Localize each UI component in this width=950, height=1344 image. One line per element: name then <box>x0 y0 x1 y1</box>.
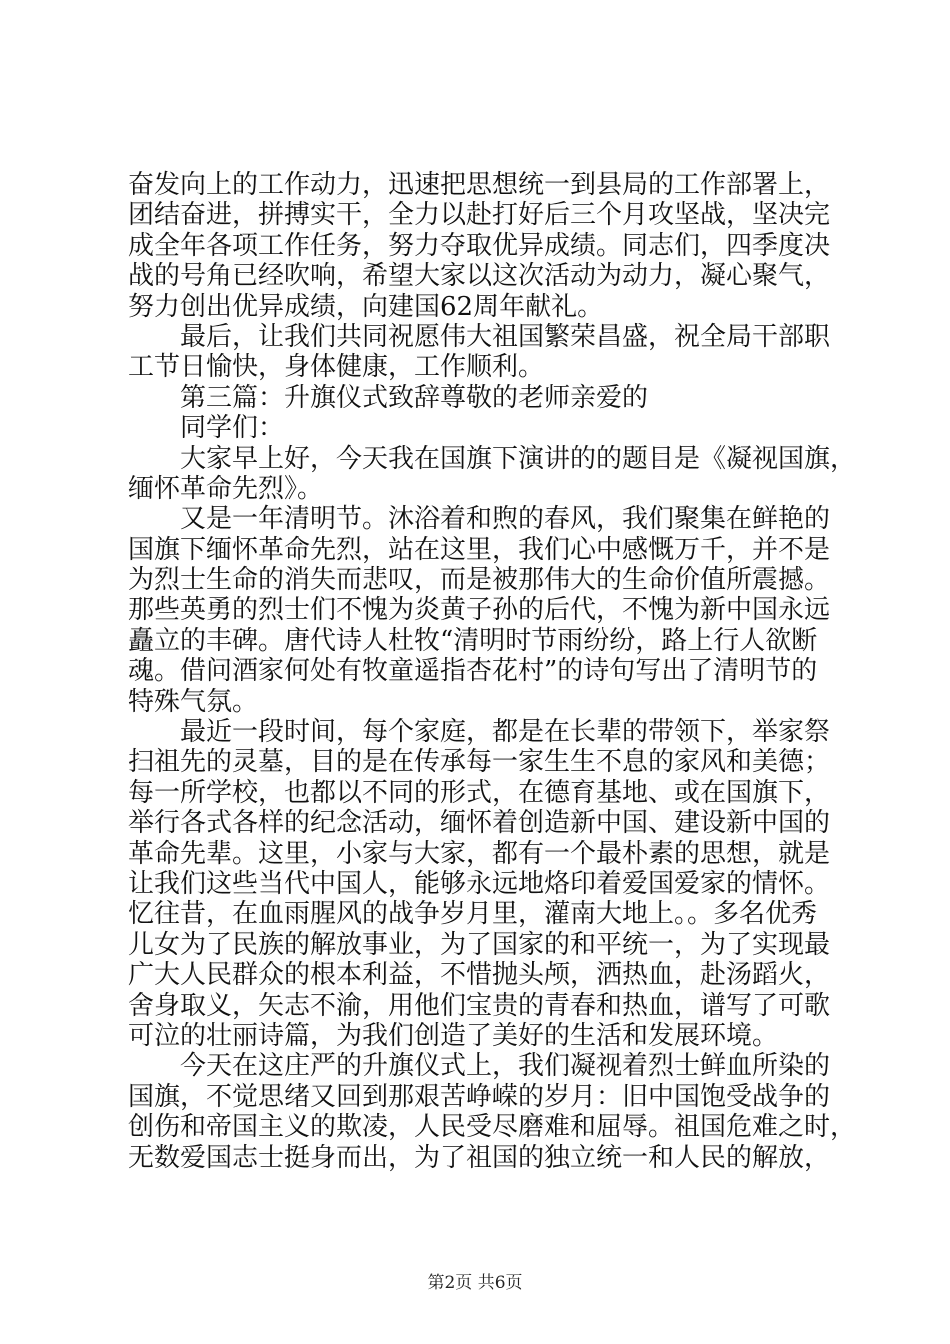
text-line: 缅怀革命先烈》。 <box>128 473 324 504</box>
text-line: 今天在这庄严的升旗仪式上，我们凝视着烈士鲜血所染的 <box>128 1051 831 1082</box>
text-line: 革命先辈。这里，小家与大家，都有一个最朴素的思想，就是 <box>128 838 831 869</box>
text-line: 为烈士生命的消失而悲叹，而是被那伟大的生命价值所震撼。 <box>128 565 831 596</box>
text-line: 特殊气氛。 <box>128 686 259 717</box>
text-line: 那些英勇的烈士们不愧为炎黄子孙的后代，不愧为新中国永远 <box>128 595 831 626</box>
text-line: 矗立的丰碑。唐代诗人杜牧“清明时节雨纷纷，路上行人欲断 <box>128 625 818 656</box>
text-line: 每一所学校，也都以不同的形式，在德育基地、或在国旗下， <box>128 777 831 808</box>
text-line: 大家早上好，今天我在国旗下演讲的的题目是《凝视国旗， <box>128 443 857 474</box>
text-line: 最后，让我们共同祝愿伟大祖国繁荣昌盛，祝全局干部职 <box>128 321 831 352</box>
text-line: 儿女为了民族的解放事业，为了国家的和平统一，为了实现最 <box>128 929 831 960</box>
text-line: 无数爱国志士挺身而出，为了祖国的独立统一和人民的解放， <box>128 1142 831 1173</box>
text-line: 努力创出优异成绩，向建国62周年献礼。 <box>128 291 604 322</box>
text-line: 舍身取义，矢志不渝，用他们宝贵的青春和热血，谱写了可歌 <box>128 990 831 1021</box>
text-line: 让我们这些当代中国人，能够永远地烙印着爱国爱家的情怀。 <box>128 868 831 899</box>
text-line: 忆往昔，在血雨腥风的战争岁月里，灌南大地上。。多名优秀 <box>128 899 818 930</box>
text-line: 举行各式各样的纪念活动，缅怀着创造新中国、建设新中国的 <box>128 808 831 839</box>
text-line: 可泣的壮丽诗篇，为我们创造了美好的生活和发展环境。 <box>128 1020 779 1051</box>
text-line: 创伤和帝国主义的欺凌，人民受尽磨难和屈辱。祖国危难之时， <box>128 1112 857 1143</box>
text-line: 广大人民群众的根本利益，不惜抛头颅，洒热血，赴汤蹈火， <box>128 960 831 991</box>
text-line: 最近一段时间，每个家庭，都是在长辈的带领下，举家祭 <box>128 717 831 748</box>
text-line: 战的号角已经吹响，希望大家以这次活动为动力，凝心聚气， <box>128 261 831 292</box>
text-line: 成全年各项工作任务，努力夺取优异成绩。同志们，四季度决 <box>128 230 831 261</box>
text-line: 奋发向上的工作动力，迅速把思想统一到县局的工作部署上， <box>128 170 831 200</box>
document-body <box>128 170 857 1173</box>
text-line: 魂。借问酒家何处有牧童遥指杏花村”的诗句写出了清明节的 <box>128 656 818 687</box>
text-line: 国旗，不觉思绪又回到那艰苦峥嵘的岁月：旧中国饱受战争的 <box>128 1081 831 1112</box>
text-line: 又是一年清明节。沐浴着和煦的春风，我们聚集在鲜艳的 <box>128 504 831 535</box>
text-line: 工节日愉快，身体健康，工作顺利。 <box>128 352 545 383</box>
text-line: 团结奋进，拼搏实干，全力以赴打好后三个月攻坚战，坚决完 <box>128 200 831 231</box>
text-line: 第三篇：升旗仪式致辞尊敬的老师亲爱的 <box>128 382 649 413</box>
page-footer: 第2页 共6页 <box>427 1273 523 1293</box>
text-line: 国旗下缅怀革命先烈，站在这里，我们心中感慨万千，并不是 <box>128 534 831 565</box>
text-line: 同学们： <box>128 413 285 444</box>
text-line: 扫祖先的灵墓，目的是在传承每一家生生不息的家风和美德； <box>128 747 831 778</box>
